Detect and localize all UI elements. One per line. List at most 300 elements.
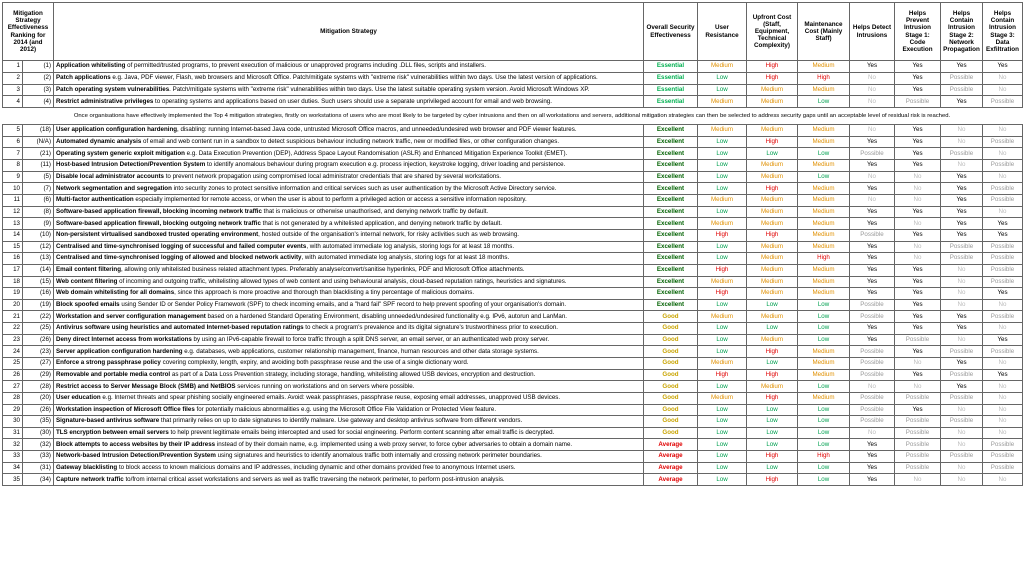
maintenance-cost-cell: Low <box>798 381 850 393</box>
previous-rank-cell: (23) <box>23 346 54 358</box>
table-row <box>3 416 1023 428</box>
stage3-cell: Possible <box>983 346 1023 358</box>
overall-effectiveness-cell: Good <box>644 404 698 416</box>
maintenance-cost-cell: Low <box>798 334 850 346</box>
strategy-description: that is malicious or otherwise unauthorised, and denying network traffic by default. <box>261 207 489 215</box>
rank-cell: 1 <box>3 61 23 73</box>
table-row <box>3 288 1023 300</box>
previous-rank-cell: (1) <box>23 61 54 73</box>
strategy-description: to/from internal critical asset workstations and servers as well as traffic traversing the network perimeter, to perform post-intrusion analysis. <box>123 475 505 483</box>
table-row <box>3 299 1023 311</box>
upfront-cost-cell: High <box>747 61 798 73</box>
user-resistance-cell: Low <box>698 253 747 265</box>
stage1-cell: Possible <box>895 416 941 428</box>
upfront-cost-cell: Low <box>747 358 798 370</box>
stage1-cell: Possible <box>895 439 941 451</box>
strategy-description: as part of a Data Loss Prevention strategy, including storage, handling, whitelisting allowed USB devices, encryption and destruction. <box>170 370 536 378</box>
detect-cell: No <box>850 72 895 84</box>
detect-cell: Yes <box>850 276 895 288</box>
strategy-description: e.g. Internet threats and spear phishing socially engineered emails. Avoid: weak passphrases, passphrase reuse, exposing email addresses, unapproved USB devices. <box>100 394 561 402</box>
previous-rank-cell: (5) <box>23 171 54 183</box>
stage3-cell: No <box>983 323 1023 335</box>
strategy-title: Deny direct Internet access from workstations <box>56 335 192 343</box>
strategy-description: especially implemented for remote access, or when the user is about to perform a privileged action or access a sensitive information repository. <box>133 196 527 204</box>
maintenance-cost-cell: Medium <box>798 160 850 172</box>
user-resistance-cell: Low <box>698 346 747 358</box>
maintenance-cost-cell: Low <box>798 299 850 311</box>
maintenance-cost-cell: Medium <box>798 136 850 148</box>
stage3-cell: Possible <box>983 462 1023 474</box>
stage1-cell: No <box>895 253 941 265</box>
stage2-cell: Yes <box>941 311 983 323</box>
stage1-cell: Yes <box>895 84 941 96</box>
previous-rank-cell: (2) <box>23 72 54 84</box>
overall-effectiveness-cell: Excellent <box>644 241 698 253</box>
table-row <box>3 358 1023 370</box>
rank-cell: 27 <box>3 381 23 393</box>
rank-cell: 28 <box>3 392 23 404</box>
detect-cell: No <box>850 427 895 439</box>
maintenance-cost-cell: Low <box>798 311 850 323</box>
strategy-cell <box>54 358 644 370</box>
strategy-title: Disable local administrator accounts <box>56 172 164 180</box>
detect-cell: No <box>850 171 895 183</box>
stage3-cell: Yes <box>983 229 1023 241</box>
upfront-cost-cell: High <box>747 136 798 148</box>
previous-rank-cell: (19) <box>23 299 54 311</box>
overall-effectiveness-cell: Excellent <box>644 218 698 230</box>
strategy-cell <box>54 381 644 393</box>
upfront-cost-cell: Medium <box>747 334 798 346</box>
detect-cell: Yes <box>850 136 895 148</box>
maintenance-cost-cell: High <box>798 451 850 463</box>
upfront-cost-cell: High <box>747 369 798 381</box>
previous-rank-cell: (21) <box>23 148 54 160</box>
maintenance-cost-cell: High <box>798 72 850 84</box>
strategy-title: Enforce a strong passphrase policy <box>56 359 161 367</box>
upfront-cost-cell: High <box>747 474 798 486</box>
overall-effectiveness-cell: Essential <box>644 96 698 108</box>
strategy-title: Operating system generic exploit mitigation <box>56 149 185 157</box>
strategy-title: Automated dynamic analysis <box>56 138 142 146</box>
strategy-cell <box>54 311 644 323</box>
maintenance-cost-cell: Low <box>798 427 850 439</box>
stage2-cell: Possible <box>941 369 983 381</box>
overall-effectiveness-cell: Excellent <box>644 276 698 288</box>
stage1-cell: Yes <box>895 61 941 73</box>
previous-rank-cell: (10) <box>23 229 54 241</box>
table-row <box>3 195 1023 207</box>
strategy-description: services running on workstations and on servers where possible. <box>235 382 415 390</box>
table-row <box>3 218 1023 230</box>
previous-rank-cell: (25) <box>23 323 54 335</box>
user-resistance-cell: High <box>698 264 747 276</box>
strategy-description: . Patch/mitigate systems with "extreme risk" vulnerabilities within two days. Use the latest suitable operating system version. Avoid Microsoft Windows XP. <box>169 85 590 93</box>
user-resistance-cell: Medium <box>698 61 747 73</box>
header-stage1: Helps Prevent Intrusion Stage 1: Code Execution <box>895 3 941 61</box>
upfront-cost-cell: Low <box>747 299 798 311</box>
rank-cell: 6 <box>3 136 23 148</box>
strategy-title: Software-based application firewall, blocking outgoing network traffic <box>56 219 261 227</box>
strategy-cell <box>54 229 644 241</box>
stage3-cell: Possible <box>983 183 1023 195</box>
stage2-cell: Yes <box>941 358 983 370</box>
user-resistance-cell: High <box>698 288 747 300</box>
strategy-title: Centralised and time-synchronised logging of allowed and blocked network activity <box>56 254 302 262</box>
strategy-title: Patch operating system vulnerabilities <box>56 85 170 93</box>
upfront-cost-cell: Low <box>747 323 798 335</box>
strategy-cell <box>54 96 644 108</box>
strategy-cell <box>54 218 644 230</box>
user-resistance-cell: Low <box>698 474 747 486</box>
previous-rank-cell: (33) <box>23 451 54 463</box>
overall-effectiveness-cell: Good <box>644 392 698 404</box>
rank-cell: 10 <box>3 183 23 195</box>
header-upfront: Upfront Cost (Staff, Equipment, Technical Complexity) <box>747 3 798 61</box>
rank-cell: 9 <box>3 171 23 183</box>
strategy-cell <box>54 474 644 486</box>
stage3-cell: Possible <box>983 439 1023 451</box>
table-row <box>3 474 1023 486</box>
previous-rank-cell: (35) <box>23 416 54 428</box>
stage2-cell: Possible <box>941 84 983 96</box>
overall-effectiveness-cell: Essential <box>644 84 698 96</box>
stage2-cell: No <box>941 462 983 474</box>
rank-cell: 24 <box>3 346 23 358</box>
stage1-cell: No <box>895 218 941 230</box>
maintenance-cost-cell: Medium <box>798 392 850 404</box>
strategy-description: that primarily relies on up to date signatures to identify malware. Use gateway and desktop antivirus software from different vendors. <box>159 417 523 425</box>
table-row <box>3 381 1023 393</box>
stage2-cell: Possible <box>941 241 983 253</box>
stage1-cell: Possible <box>895 392 941 404</box>
stage2-cell: Yes <box>941 96 983 108</box>
previous-rank-cell: (30) <box>23 427 54 439</box>
strategy-title: Network-based Intrusion Detection/Prevention System <box>56 452 216 460</box>
detect-cell: Possible <box>850 346 895 358</box>
table-row <box>3 84 1023 96</box>
stage3-cell: No <box>983 416 1023 428</box>
overall-effectiveness-cell: Essential <box>644 61 698 73</box>
stage3-cell: No <box>983 72 1023 84</box>
strategy-title: Email content filtering <box>56 266 121 274</box>
stage1-cell: Yes <box>895 299 941 311</box>
stage1-cell: Yes <box>895 288 941 300</box>
header-strategy: Mitigation Strategy <box>54 3 644 61</box>
previous-rank-cell: (6) <box>23 195 54 207</box>
upfront-cost-cell: Low <box>747 462 798 474</box>
header-stage2: Helps Contain Intrusion Stage 2: Network Propagation <box>941 3 983 61</box>
upfront-cost-cell: High <box>747 392 798 404</box>
table-row <box>3 346 1023 358</box>
rank-cell: 25 <box>3 358 23 370</box>
rank-cell: 22 <box>3 323 23 335</box>
upfront-cost-cell: Medium <box>747 381 798 393</box>
overall-effectiveness-cell: Good <box>644 358 698 370</box>
strategy-cell <box>54 346 644 358</box>
overall-effectiveness-cell: Excellent <box>644 125 698 137</box>
upfront-cost-cell: Medium <box>747 96 798 108</box>
stage1-cell: Yes <box>895 229 941 241</box>
rank-cell: 15 <box>3 241 23 253</box>
strategy-cell <box>54 84 644 96</box>
previous-rank-cell: (16) <box>23 288 54 300</box>
previous-rank-cell: (9) <box>23 218 54 230</box>
stage3-cell: No <box>983 206 1023 218</box>
user-resistance-cell: Medium <box>698 311 747 323</box>
stage1-cell: No <box>895 474 941 486</box>
stage3-cell: No <box>983 427 1023 439</box>
stage2-cell: No <box>941 160 983 172</box>
stage3-cell: Yes <box>983 334 1023 346</box>
table-row <box>3 334 1023 346</box>
rank-cell: 18 <box>3 276 23 288</box>
maintenance-cost-cell: Medium <box>798 125 850 137</box>
stage1-cell: Possible <box>895 334 941 346</box>
overall-effectiveness-cell: Excellent <box>644 183 698 195</box>
user-resistance-cell: Low <box>698 171 747 183</box>
strategy-description: that is not generated by a whitelisted application, and denying network traffic by default. <box>260 219 502 227</box>
table-row <box>3 462 1023 474</box>
maintenance-cost-cell: High <box>798 253 850 265</box>
user-resistance-cell: Low <box>698 462 747 474</box>
stage2-cell: No <box>941 334 983 346</box>
overall-effectiveness-cell: Excellent <box>644 299 698 311</box>
detect-cell: Possible <box>850 369 895 381</box>
detect-cell: Yes <box>850 288 895 300</box>
rank-cell: 12 <box>3 206 23 218</box>
maintenance-cost-cell: Medium <box>798 229 850 241</box>
stage2-cell: Yes <box>941 381 983 393</box>
strategy-cell <box>54 334 644 346</box>
stage2-cell: No <box>941 439 983 451</box>
table-row <box>3 61 1023 73</box>
previous-rank-cell: (34) <box>23 474 54 486</box>
user-resistance-cell: Low <box>698 451 747 463</box>
strategy-description: , disabling: running Internet-based Java code, untrusted Microsoft Office macros, and unneeded/undesired web browser and PDF viewer features. <box>177 126 577 134</box>
stage1-cell: Yes <box>895 276 941 288</box>
previous-rank-cell: (4) <box>23 96 54 108</box>
rank-cell: 4 <box>3 96 23 108</box>
stage3-cell: Possible <box>983 195 1023 207</box>
detect-cell: Yes <box>850 451 895 463</box>
table-row <box>3 253 1023 265</box>
rank-cell: 17 <box>3 264 23 276</box>
strategy-title: Non-persistent virtualised sandboxed trusted operating environment <box>56 231 259 239</box>
detect-cell: Yes <box>850 183 895 195</box>
overall-effectiveness-cell: Good <box>644 427 698 439</box>
stage3-cell: Yes <box>983 288 1023 300</box>
rank-cell: 11 <box>3 195 23 207</box>
strategy-description: by using an IPv6-capable firewall to force traffic through a split DNS server, an email server, or an authenticated web proxy server. <box>191 335 550 343</box>
user-resistance-cell: Low <box>698 323 747 335</box>
table-row <box>3 439 1023 451</box>
table-row <box>3 311 1023 323</box>
detect-cell: Yes <box>850 253 895 265</box>
rank-cell: 35 <box>3 474 23 486</box>
strategy-cell <box>54 253 644 265</box>
overall-effectiveness-cell: Excellent <box>644 206 698 218</box>
maintenance-cost-cell: Medium <box>798 195 850 207</box>
strategy-cell <box>54 264 644 276</box>
strategy-title: Software-based application firewall, blocking incoming network traffic <box>56 207 262 215</box>
strategy-title: User education <box>56 394 101 402</box>
stage3-cell: Possible <box>983 241 1023 253</box>
maintenance-cost-cell: Low <box>798 474 850 486</box>
stage2-cell: No <box>941 299 983 311</box>
upfront-cost-cell: Medium <box>747 264 798 276</box>
upfront-cost-cell: Medium <box>747 84 798 96</box>
rank-cell: 7 <box>3 148 23 160</box>
overall-effectiveness-cell: Good <box>644 323 698 335</box>
rank-cell: 20 <box>3 299 23 311</box>
maintenance-cost-cell: Low <box>798 96 850 108</box>
strategy-description: instead of by their domain name, e.g. implemented using a web proxy server, to force cyber adversaries to obtain a domain name. <box>215 440 573 448</box>
stage1-cell: Yes <box>895 136 941 148</box>
strategy-description: , hosted outside of the organisation's internal network, for risky activities such as web browsing. <box>258 231 520 239</box>
user-resistance-cell: High <box>698 369 747 381</box>
stage3-cell: Possible <box>983 136 1023 148</box>
rank-cell: 23 <box>3 334 23 346</box>
rank-cell: 2 <box>3 72 23 84</box>
stage1-cell: Yes <box>895 160 941 172</box>
strategy-description: e.g. Java, PDF viewer, Flash, web browsers and Microsoft Office. Patch/mitigate systems with "extreme risk" vulnerabilities within two days. Use the latest version of applications. <box>110 74 598 82</box>
user-resistance-cell: Medium <box>698 276 747 288</box>
maintenance-cost-cell: Low <box>798 171 850 183</box>
detect-cell: No <box>850 96 895 108</box>
strategy-description: to identify anomalous behaviour during program execution e.g. process injection, keystroke logging, driver loading and persistence. <box>205 161 566 169</box>
stage2-cell: Possible <box>941 253 983 265</box>
upfront-cost-cell: Low <box>747 439 798 451</box>
header-overall: Overall Security Effectiveness <box>644 3 698 61</box>
table-row <box>3 229 1023 241</box>
maintenance-cost-cell: Medium <box>798 288 850 300</box>
maintenance-cost-cell: Low <box>798 404 850 416</box>
stage3-cell: Possible <box>983 264 1023 276</box>
stage1-cell: No <box>895 195 941 207</box>
strategy-description: , with automated immediate log analysis, storing logs for at least 18 months. <box>306 242 515 250</box>
upfront-cost-cell: Low <box>747 148 798 160</box>
overall-effectiveness-cell: Good <box>644 334 698 346</box>
strategy-description: into security zones to protect sensitive information and critical services such as user authentication by the Microsoft Active Directory service. <box>171 184 557 192</box>
stage2-cell: No <box>941 136 983 148</box>
strategy-cell <box>54 451 644 463</box>
user-resistance-cell: Low <box>698 427 747 439</box>
rank-cell: 19 <box>3 288 23 300</box>
stage2-cell: No <box>941 474 983 486</box>
detect-cell: Possible <box>850 299 895 311</box>
overall-effectiveness-cell: Average <box>644 474 698 486</box>
stage1-cell: Yes <box>895 72 941 84</box>
strategy-cell <box>54 323 644 335</box>
stage3-cell: No <box>983 392 1023 404</box>
rank-cell: 16 <box>3 253 23 265</box>
strategy-cell <box>54 462 644 474</box>
upfront-cost-cell: Low <box>747 427 798 439</box>
overall-effectiveness-cell: Good <box>644 416 698 428</box>
stage1-cell: No <box>895 241 941 253</box>
rank-cell: 14 <box>3 229 23 241</box>
strategy-cell <box>54 171 644 183</box>
stage1-cell: Yes <box>895 369 941 381</box>
upfront-cost-cell: High <box>747 451 798 463</box>
stage2-cell: Possible <box>941 451 983 463</box>
table-row <box>3 125 1023 137</box>
maintenance-cost-cell: Medium <box>798 61 850 73</box>
overall-effectiveness-cell: Excellent <box>644 148 698 160</box>
stage3-cell: Possible <box>983 276 1023 288</box>
stage3-cell: Possible <box>983 451 1023 463</box>
upfront-cost-cell: Medium <box>747 218 798 230</box>
stage3-cell: Possible <box>983 311 1023 323</box>
strategy-title: Removable and portable media control <box>56 370 171 378</box>
previous-rank-cell: (12) <box>23 241 54 253</box>
user-resistance-cell: Low <box>698 404 747 416</box>
maintenance-cost-cell: Medium <box>798 264 850 276</box>
overall-effectiveness-cell: Excellent <box>644 136 698 148</box>
strategy-description: based on a hardened Standard Operating Environment, disabling unneeded/undesired functionality e.g. IPv6, autorun and LanMan. <box>205 312 567 320</box>
previous-rank-cell: (22) <box>23 311 54 323</box>
strategy-title: TLS encryption between email servers <box>56 429 169 437</box>
table-row <box>3 451 1023 463</box>
strategy-cell <box>54 299 644 311</box>
stage3-cell: No <box>983 299 1023 311</box>
detect-cell: No <box>850 195 895 207</box>
rank-cell: 29 <box>3 404 23 416</box>
strategy-title: Web domain whitelisting for all domains <box>56 289 175 297</box>
maintenance-cost-cell: Medium <box>798 241 850 253</box>
detect-cell: Yes <box>850 160 895 172</box>
strategy-cell <box>54 61 644 73</box>
top4-table <box>2 2 1023 108</box>
rank-cell: 5 <box>3 125 23 137</box>
user-resistance-cell: Low <box>698 334 747 346</box>
strategy-cell <box>54 148 644 160</box>
note-text: Once organisations have effectively implemented the Top 4 mitigation strategies, firstly on workstations of users who are most likely to be targeted by cyber intrusions and then on all workstations and servers, additional mitigation strategies can then be selected to address security gaps until an acceptable level of residual risk is reached. <box>73 113 951 120</box>
strategy-title: User application configuration hardening <box>56 126 178 134</box>
strategy-cell <box>54 206 644 218</box>
upfront-cost-cell: High <box>747 229 798 241</box>
upfront-cost-cell: Medium <box>747 195 798 207</box>
stage2-cell: Yes <box>941 183 983 195</box>
table-row <box>3 206 1023 218</box>
header-stage3: Helps Contain Intrusion Stage 3: Data Exfiltration <box>983 3 1023 61</box>
detect-cell: No <box>850 84 895 96</box>
user-resistance-cell: Low <box>698 183 747 195</box>
table-row <box>3 276 1023 288</box>
user-resistance-cell: Medium <box>698 358 747 370</box>
strategy-description: to prevent network propagation using compromised local administrator credentials that are shared by several workstations. <box>163 172 502 180</box>
stage2-cell: Yes <box>941 206 983 218</box>
detect-cell: Yes <box>850 264 895 276</box>
strategy-description: of permitted/trusted programs, to prevent execution of malicious or unapproved programs including .DLL files, scripts and installers. <box>125 62 486 70</box>
previous-rank-cell: (13) <box>23 253 54 265</box>
strategy-description: of incoming and outgoing traffic, whitelisting allowed types of web content and using behavioural analysis, cloud-based reputation ratings, heuristics and signatures. <box>117 277 567 285</box>
strategy-cell <box>54 404 644 416</box>
table-row <box>3 72 1023 84</box>
user-resistance-cell: Low <box>698 136 747 148</box>
strategy-title: Signature-based antivirus software <box>56 417 160 425</box>
detect-cell: Yes <box>850 439 895 451</box>
strategy-description: to operating systems and applications based on user duties. Such users should use a separate unprivileged account for email and web browsing. <box>153 97 552 105</box>
previous-rank-cell: (27) <box>23 358 54 370</box>
strategy-cell <box>54 427 644 439</box>
table-row <box>3 96 1023 108</box>
strategy-cell <box>54 125 644 137</box>
detect-cell: Yes <box>850 462 895 474</box>
table-row <box>3 404 1023 416</box>
strategy-title: Network segmentation and segregation <box>56 184 172 192</box>
